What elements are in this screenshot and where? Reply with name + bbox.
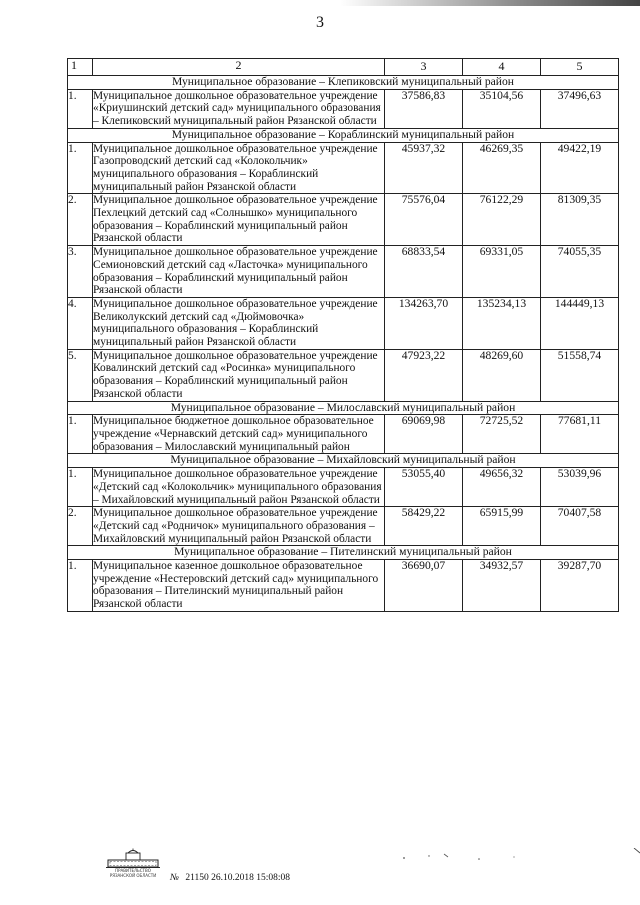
- row-number: 1.: [68, 468, 93, 507]
- row-number: 2.: [68, 194, 93, 246]
- number-sign: №: [170, 873, 179, 883]
- institution-name: Муниципальное дошкольное образовательное учреждение Семионовский детский сад «Ласточка» муниципального образования – Кораблинский муниципальный район Рязанской области: [93, 246, 385, 298]
- table-row: [68, 349, 619, 401]
- value-col-5: 39287,70: [541, 560, 619, 612]
- institution-name: Муниципальное дошкольное образовательное учреждение Газопроводский детский сад «Колокольчик» муниципального образования – Кораблинский муниципальный район Рязанской области: [93, 142, 385, 194]
- section-header-row: [68, 76, 619, 90]
- value-col-4: 135234,13: [463, 297, 541, 349]
- value-col-5: 53039,96: [541, 468, 619, 507]
- value-col-3: 47923,22: [385, 349, 463, 401]
- row-number: 1.: [68, 142, 93, 194]
- column-number: 3: [385, 59, 463, 76]
- column-number: 4: [463, 59, 541, 76]
- institutions-table: [67, 58, 619, 612]
- section-title: Муниципальное образование – Клепиковский муниципальный район: [68, 76, 619, 90]
- value-col-4: 72725,52: [463, 415, 541, 454]
- value-col-3: 58429,22: [385, 507, 463, 546]
- section-header-row: [68, 546, 619, 560]
- value-col-4: 65915,99: [463, 507, 541, 546]
- column-number: 1: [68, 59, 93, 76]
- value-col-5: 49422,19: [541, 142, 619, 194]
- row-number: 4.: [68, 297, 93, 349]
- value-col-3: 134263,70: [385, 297, 463, 349]
- value-col-4: 49656,32: [463, 468, 541, 507]
- table-row: [68, 468, 619, 507]
- row-number: 2.: [68, 507, 93, 546]
- table-row: [68, 560, 619, 612]
- value-col-5: 77681,11: [541, 415, 619, 454]
- table-row: [68, 297, 619, 349]
- section-header-row: [68, 128, 619, 142]
- value-col-3: 75576,04: [385, 194, 463, 246]
- row-number: 1.: [68, 415, 93, 454]
- value-col-4: 46269,35: [463, 142, 541, 194]
- section-title: Муниципальное образование – Кораблинский муниципальный район: [68, 128, 619, 142]
- institution-name: Муниципальное дошкольное образовательное учреждение Пехлецкий детский сад «Солнышко» муниципального образования – Кораблинский муниципальный район Рязанской области: [93, 194, 385, 246]
- document-footer: [104, 848, 604, 893]
- table-row: [68, 89, 619, 128]
- institution-name: Муниципальное дошкольное образовательное учреждение Великолукский детский сад «Дюймовочка» муниципального образования – Кораблинский муниципальный район Рязанской области: [93, 297, 385, 349]
- institution-name: Муниципальное дошкольное образовательное учреждение «Детский сад «Родничок» муниципального образования – Михайловский муниципальный район Рязанской области: [93, 507, 385, 546]
- value-col-3: 45937,32: [385, 142, 463, 194]
- value-col-3: 53055,40: [385, 468, 463, 507]
- row-number: 1.: [68, 560, 93, 612]
- value-col-5: 51558,74: [541, 349, 619, 401]
- scan-edge-mark: [340, 0, 640, 6]
- column-number: 5: [541, 59, 619, 76]
- institution-name: Муниципальное дошкольное образовательное учреждение «Криушинский детский сад» муниципального образования – Клепиковский муниципальный район Рязанской области: [93, 89, 385, 128]
- column-number-row: [68, 59, 619, 76]
- value-col-5: 81309,35: [541, 194, 619, 246]
- value-col-5: 37496,63: [541, 89, 619, 128]
- value-col-3: 69069,98: [385, 415, 463, 454]
- column-number: 2: [93, 59, 385, 76]
- section-header-row: [68, 454, 619, 468]
- value-col-4: 34932,57: [463, 560, 541, 612]
- section-title: Муниципальное образование – Михайловский муниципальный район: [68, 454, 619, 468]
- value-col-4: 35104,56: [463, 89, 541, 128]
- registration-number-date: 21150 26.10.2018 15:08:08: [185, 873, 291, 883]
- table-row: [68, 507, 619, 546]
- value-col-5: 70407,58: [541, 507, 619, 546]
- value-col-4: 69331,05: [463, 246, 541, 298]
- institution-name: Муниципальное дошкольное образовательное учреждение Ковалинский детский сад «Росинка» муниципального образования – Кораблинский муниципальный район Рязанской области: [93, 349, 385, 401]
- scan-specks: [384, 848, 640, 878]
- value-col-5: 144449,13: [541, 297, 619, 349]
- section-title: Муниципальное образование – Милославский муниципальный район: [68, 401, 619, 415]
- value-col-3: 68833,54: [385, 246, 463, 298]
- table-row: [68, 415, 619, 454]
- institution-name: Муниципальное дошкольное образовательное учреждение «Детский сад «Колокольчик» муниципального образования – Михайловский муниципальный район Рязанской области: [93, 468, 385, 507]
- value-col-3: 37586,83: [385, 89, 463, 128]
- institution-name: Муниципальное казенное дошкольное образовательное учреждение «Нестеровский детский сад» муниципального образования – Пителинский муниципальный район Рязанской области: [93, 560, 385, 612]
- table-row: [68, 194, 619, 246]
- row-number: 1.: [68, 89, 93, 128]
- registration-line: [170, 873, 290, 883]
- table-row: [68, 142, 619, 194]
- row-number: 3.: [68, 246, 93, 298]
- value-col-4: 76122,29: [463, 194, 541, 246]
- value-col-4: 48269,60: [463, 349, 541, 401]
- section-header-row: [68, 401, 619, 415]
- institution-name: Муниципальное бюджетное дошкольное образовательное учреждение «Чернавский детский сад» муниципального образования – Милославский муниципальный район: [93, 415, 385, 454]
- value-col-5: 74055,35: [541, 246, 619, 298]
- row-number: 5.: [68, 349, 93, 401]
- stamp-caption: ПРАВИТЕЛЬСТВО РЯЗАНСКОЙ ОБЛАСТИ: [109, 868, 157, 878]
- page-number: 3: [316, 14, 324, 31]
- section-title: Муниципальное образование – Пителинский муниципальный район: [68, 546, 619, 560]
- table-row: [68, 246, 619, 298]
- value-col-3: 36690,07: [385, 560, 463, 612]
